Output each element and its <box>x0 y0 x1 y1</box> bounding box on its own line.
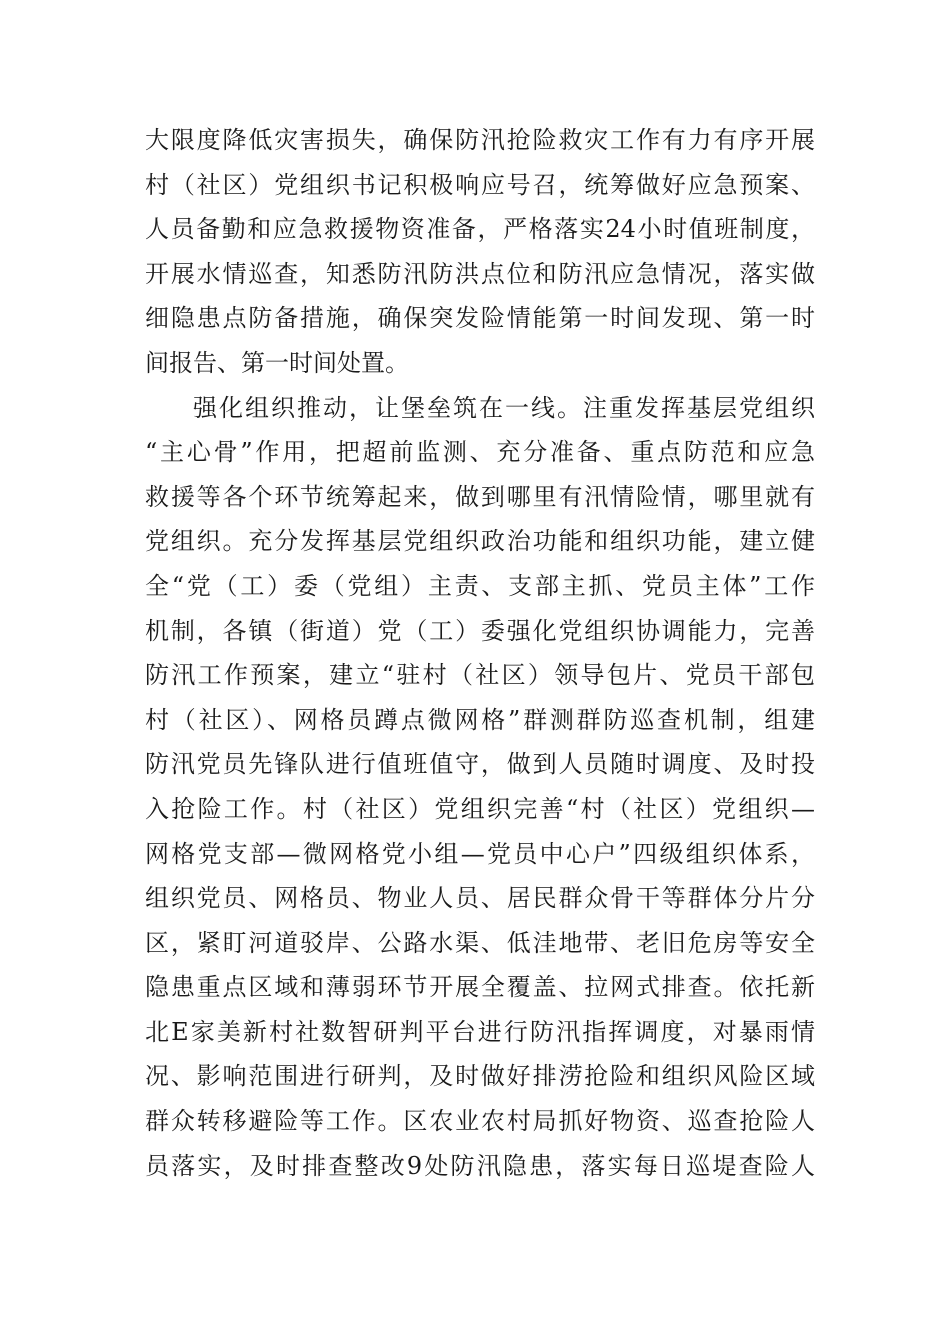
text-line: 人员备勤和应急救援物资准备，严格落实24小时值班制度， <box>145 215 815 244</box>
text-line: 救援等各个环节统筹起来，做到哪里有汛情险情，哪里就有 <box>145 482 815 511</box>
text-line: 细隐患点防备措施，确保突发险情能第一时间发现、第一时 <box>145 304 815 333</box>
text-line: 机制，各镇（街道）党（工）委强化党组织协调能力，完善 <box>145 616 815 645</box>
text-line: 北E家美新村社数智研判平台进行防汛指挥调度，对暴雨情 <box>145 1017 815 1046</box>
text-line: 党组织。充分发挥基层党组织政治功能和组织功能，建立健 <box>145 527 815 556</box>
text-line: 网格党支部—微网格党小组—党员中心户”四级组织体系， <box>145 839 815 868</box>
text-line: 大限度降低灾害损失，确保防汛抢险救灾工作有力有序开展 <box>145 126 815 154</box>
text-line: 区，紧盯河道驳岸、公路水渠、低洼地带、老旧危房等安全 <box>145 928 815 957</box>
text-line: 村（社区）、网格员蹲点微网格”群测群防巡查机制，组建 <box>145 705 815 734</box>
text-line: 防汛工作预案，建立“驻村（社区）领导包片、党员干部包 <box>145 661 815 690</box>
text-line: 间报告、第一时间处置。 <box>145 348 409 377</box>
text-line: 防汛党员先锋队进行值班值守，做到人员随时调度、及时投 <box>145 750 815 779</box>
text-line: 群众转移避险等工作。区农业农村局抓好物资、巡查抢险人 <box>145 1107 815 1136</box>
text-line: 开展水情巡查，知悉防汛防洪点位和防汛应急情况，落实做 <box>145 259 815 288</box>
paragraph-first-line: 强化组织推动，让堡垒筑在一线。注重发挥基层党组织 <box>193 393 815 422</box>
text-line: “主心骨”作用，把超前监测、充分准备、重点防范和应急 <box>145 438 815 467</box>
text-line: 组织党员、网格员、物业人员、居民群众骨干等群体分片分 <box>145 884 815 913</box>
text-line: 村（社区）党组织书记积极响应号召，统筹做好应急预案、 <box>145 170 815 199</box>
body-text <box>145 118 815 1188</box>
text-line: 全“党（工）委（党组）主责、支部主抓、党员主体”工作 <box>145 571 815 600</box>
text-line: 员落实，及时排查整改9处防汛隐患，落实每日巡堤查险人 <box>145 1151 815 1180</box>
text-line: 隐患重点区域和薄弱环节开展全覆盖、拉网式排查。依托新 <box>145 973 815 1002</box>
text-line: 况、影响范围进行研判，及时做好排涝抢险和组织风险区域 <box>145 1062 815 1091</box>
text-line: 入抢险工作。村（社区）党组织完善“村（社区）党组织— <box>145 794 815 823</box>
